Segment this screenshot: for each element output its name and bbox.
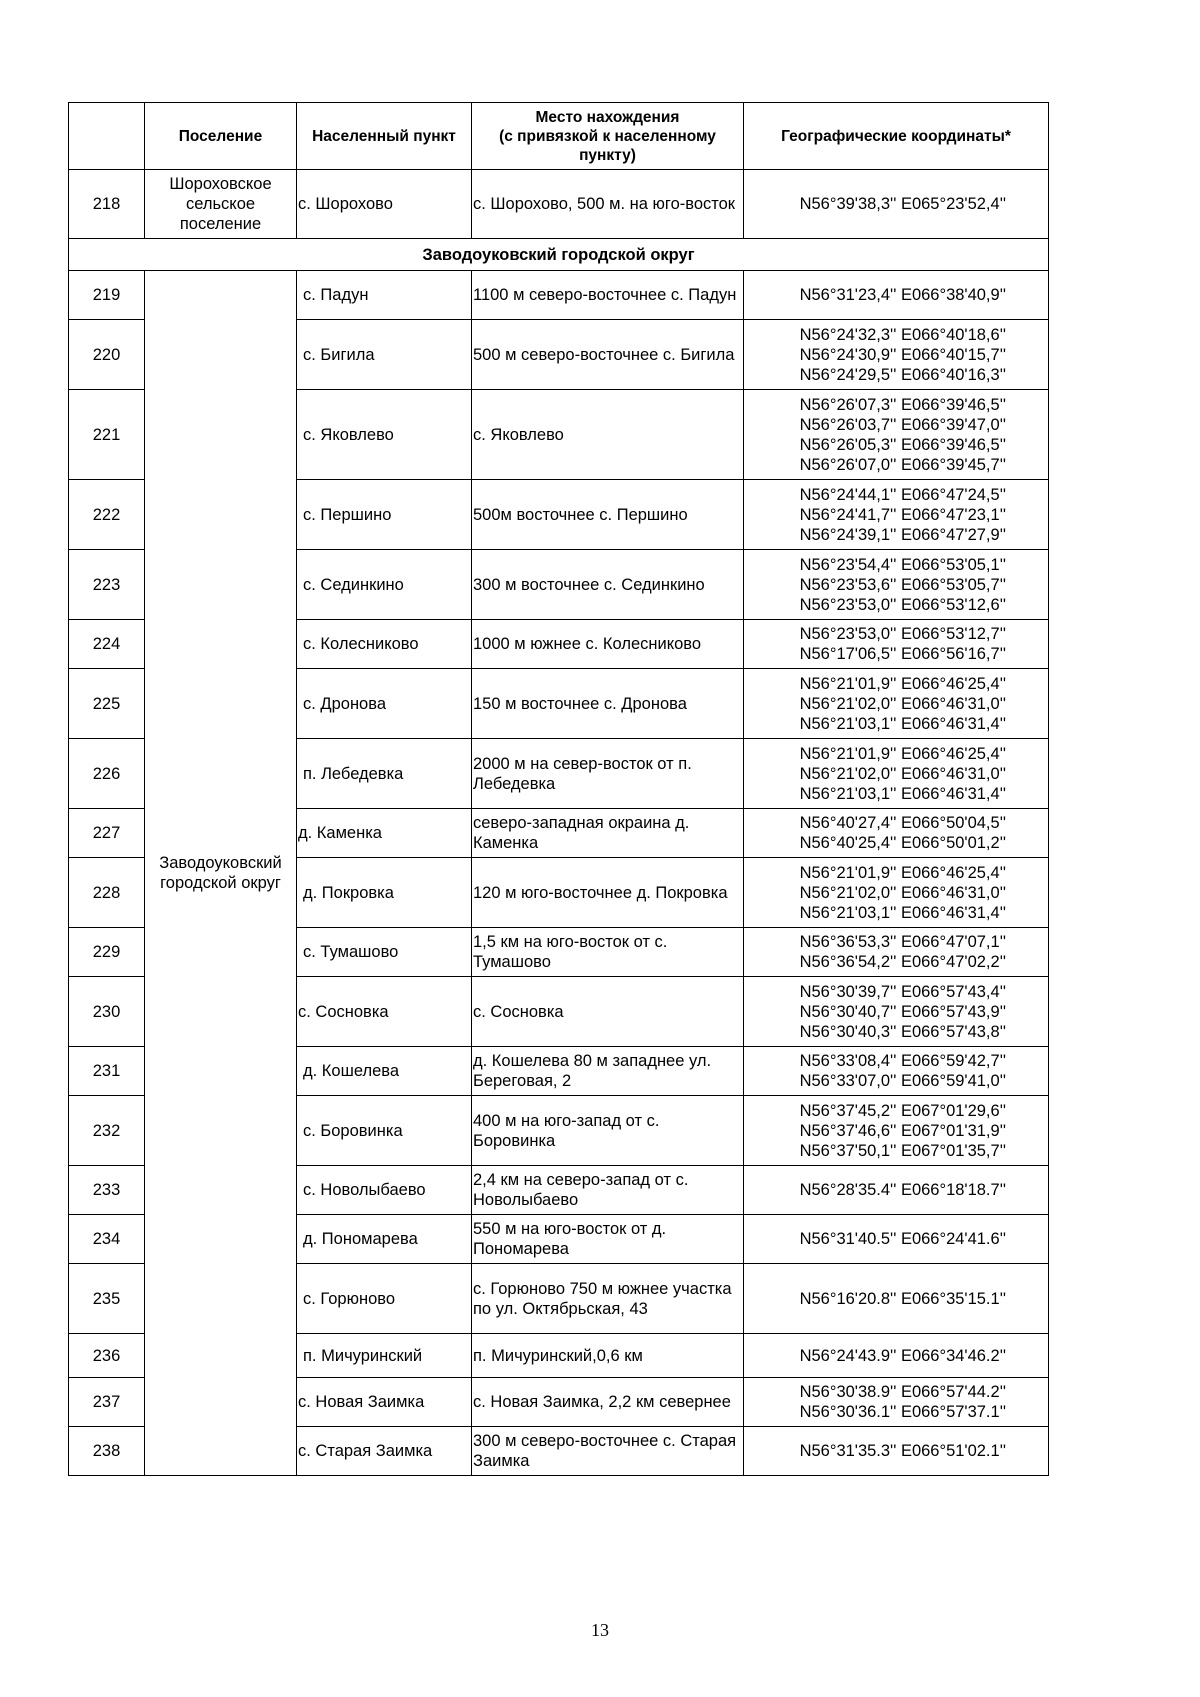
row-num: 228 — [69, 858, 145, 928]
row-locality: д. Покровка — [297, 858, 472, 928]
row-num: 225 — [69, 669, 145, 739]
coord-line: N56°31'35.3'' E066°51'02.1'' — [799, 1442, 1006, 1460]
row-coords — [744, 669, 1049, 739]
row-coords — [744, 809, 1049, 858]
settlement-line: поселение — [179, 215, 262, 233]
row-coords — [744, 1378, 1049, 1427]
coord-line: N56°40'27,4'' E066°50'04,5'' — [799, 814, 1006, 832]
section-row — [69, 239, 1049, 271]
row-num: 237 — [69, 1378, 145, 1427]
row-locality: с. Першино — [297, 480, 472, 550]
row-coords — [744, 1166, 1049, 1215]
row-location: 400 м на юго-запад от с. Боровинка — [472, 1096, 744, 1166]
row-location: п. Мичуринский,0,6 км — [472, 1334, 744, 1378]
coord-line: N56°30'39,7'' E066°57'43,4'' — [799, 982, 1006, 1001]
row-num: 227 — [69, 809, 145, 858]
row-location: с. Яковлево — [472, 390, 744, 480]
table-row — [69, 170, 1049, 239]
row-num: 221 — [69, 390, 145, 480]
header-location — [472, 103, 744, 170]
coord-line: N56°24'44,1'' E066°47'24,5'' — [799, 485, 1006, 504]
coord-line: N56°24'32,3'' E066°40'18,6'' — [799, 325, 1006, 344]
row-num: 222 — [69, 480, 145, 550]
coord-line: N56°31'23,4'' E066°38'40,9'' — [799, 286, 1006, 304]
coord-line: N56°21'01,9'' E066°46'25,4'' — [799, 863, 1006, 882]
row-coords — [744, 977, 1049, 1047]
row-coords — [744, 928, 1049, 977]
coord-line: N56°39'38,3'' E065°23'52,4'' — [799, 195, 1006, 213]
coord-line: N56°24'43.9'' E066°34'46.2'' — [799, 1346, 1006, 1365]
header-location-line: (с привязкой к населенному — [499, 127, 716, 145]
row-coords — [744, 1096, 1049, 1166]
row-coords — [744, 1427, 1049, 1476]
row-num: 220 — [69, 320, 145, 390]
row-location: 300 м северо-восточнее с. Старая Заимка — [472, 1427, 744, 1476]
row-num: 234 — [69, 1215, 145, 1264]
coord-line: N56°24'41,7'' E066°47'23,1'' — [799, 505, 1006, 524]
row-num: 230 — [69, 977, 145, 1047]
row-num: 238 — [69, 1427, 145, 1476]
row-location: 300 м восточнее с. Сединкино — [472, 550, 744, 620]
row-coords — [744, 390, 1049, 480]
coord-line: N56°40'25,4'' E066°50'01,2'' — [799, 834, 1006, 852]
row-location: 2,4 км на северо-запад от с. Новолыбаево — [472, 1166, 744, 1215]
row-coords — [744, 170, 1049, 239]
row-location: 2000 м на север-восток от п. Лебедевка — [472, 739, 744, 809]
row-locality: с. Яковлево — [297, 390, 472, 480]
page-number: 13 — [591, 1620, 609, 1640]
header-num — [69, 103, 145, 170]
coord-line: N56°26'05,3'' E066°39'46,5'' — [799, 435, 1006, 454]
row-locality: с. Бигила — [297, 320, 472, 390]
row-locality: с. Колесниково — [297, 620, 472, 669]
row-locality: д. Каменка — [297, 809, 472, 858]
row-num: 223 — [69, 550, 145, 620]
coord-line: N56°33'07,0'' E066°59'41,0'' — [799, 1072, 1006, 1090]
coord-line: N56°23'53,0'' E066°53'12,6'' — [799, 595, 1006, 614]
row-coords — [744, 550, 1049, 620]
row-num: 232 — [69, 1096, 145, 1166]
header-location-line: Место нахождения — [535, 108, 680, 126]
sites-table — [68, 102, 1049, 1476]
coord-line: N56°36'53,3'' E066°47'07,1'' — [799, 933, 1006, 951]
coord-line: N56°26'07,3'' E066°39'46,5'' — [799, 395, 1006, 414]
coord-line: N56°26'03,7'' E066°39'47,0'' — [799, 415, 1006, 434]
row-num: 229 — [69, 928, 145, 977]
coord-line: N56°21'02,0'' E066°46'31,0'' — [799, 764, 1006, 783]
coord-line: N56°26'07,0'' E066°39'45,7'' — [799, 455, 1006, 474]
row-location: 120 м юго-восточнее д. Покровка — [472, 858, 744, 928]
coord-line: N56°37'45,2'' E067°01'29,6'' — [799, 1101, 1006, 1120]
coord-line: N56°37'46,6'' E067°01'31,9'' — [799, 1121, 1006, 1140]
coord-line: N56°21'03,1'' E066°46'31,4'' — [799, 903, 1006, 922]
coord-line: N56°28'35.4'' E066°18'18.7'' — [799, 1181, 1006, 1199]
row-location: 1,5 км на юго-восток от с. Тумашово — [472, 928, 744, 977]
row-settlement: Заводоуковский городской округ — [145, 271, 297, 1476]
row-location: 500м восточнее с. Першино — [472, 480, 744, 550]
row-coords — [744, 480, 1049, 550]
row-location: 1100 м северо-восточнее с. Падун — [472, 271, 744, 320]
row-location: северо-западная окраина д. Каменка — [472, 809, 744, 858]
header-settlement: Поселение — [145, 103, 297, 170]
row-num: 226 — [69, 739, 145, 809]
row-num: 231 — [69, 1047, 145, 1096]
row-coords — [744, 858, 1049, 928]
row-num: 219 — [69, 271, 145, 320]
row-locality: п. Мичуринский — [297, 1334, 472, 1378]
coord-line: N56°24'39,1'' E066°47'27,9'' — [799, 525, 1006, 544]
coord-line: N56°21'02,0'' E066°46'31,0'' — [799, 883, 1006, 902]
coord-line: N56°21'03,1'' E066°46'31,4'' — [799, 714, 1006, 733]
coord-line: N56°23'53,6'' E066°53'05,7'' — [799, 575, 1006, 594]
coord-line: N56°24'29,5'' E066°40'16,3'' — [799, 365, 1006, 384]
row-locality: с. Тумашово — [297, 928, 472, 977]
row-locality: с. Старая Заимка — [297, 1427, 472, 1476]
row-coords — [744, 620, 1049, 669]
coord-line: N56°31'40.5'' E066°24'41.6'' — [799, 1230, 1006, 1248]
row-locality: с. Падун — [297, 271, 472, 320]
header-row — [69, 103, 1049, 170]
row-locality: с. Новая Заимка — [297, 1378, 472, 1427]
row-num: 236 — [69, 1334, 145, 1378]
coord-line: N56°21'02,0'' E066°46'31,0'' — [799, 694, 1006, 713]
row-location: д. Кошелева 80 м западнее ул. Береговая, 2 — [472, 1047, 744, 1096]
header-location-line: пункту) — [579, 146, 636, 164]
coord-line: N56°16'20.8'' E066°35'15.1'' — [799, 1289, 1006, 1308]
coord-line: N56°30'40,7'' E066°57'43,9'' — [799, 1002, 1006, 1021]
coord-line: N56°36'54,2'' E066°47'02,2'' — [799, 953, 1006, 971]
row-coords — [744, 1334, 1049, 1378]
settlement-line: сельское — [185, 195, 256, 213]
row-coords — [744, 1264, 1049, 1334]
row-location: с. Горюново 750 м южнее участка по ул. Октябрьская, 43 — [472, 1264, 744, 1334]
coord-line: N56°21'01,9'' E066°46'25,4'' — [799, 744, 1006, 763]
row-locality: с. Сединкино — [297, 550, 472, 620]
header-locality: Населенный пункт — [297, 103, 472, 170]
row-location: с. Шорохово, 500 м. на юго-восток — [472, 170, 744, 239]
row-locality: п. Лебедевка — [297, 739, 472, 809]
row-location: 150 м восточнее с. Дронова — [472, 669, 744, 739]
row-locality: с. Сосновка — [297, 977, 472, 1047]
row-coords — [744, 271, 1049, 320]
coord-line: N56°30'36.1'' E066°57'37.1'' — [799, 1403, 1006, 1421]
coord-line: N56°23'53,0'' E066°53'12,7'' — [799, 625, 1006, 643]
section-title: Заводоуковский городской округ — [69, 239, 1049, 271]
coord-line: N56°30'38.9'' E066°57'44.2'' — [799, 1383, 1006, 1401]
row-num: 224 — [69, 620, 145, 669]
row-coords — [744, 739, 1049, 809]
header-coords: Географические координаты* — [744, 103, 1049, 170]
row-locality: с. Боровинка — [297, 1096, 472, 1166]
row-location: 1000 м южнее с. Колесниково — [472, 620, 744, 669]
row-coords — [744, 1047, 1049, 1096]
settlement-line: Шороховское — [169, 175, 272, 193]
row-locality: с. Горюново — [297, 1264, 472, 1334]
row-locality: с. Шорохово — [297, 170, 472, 239]
table-row — [69, 271, 1049, 320]
coord-line: N56°21'03,1'' E066°46'31,4'' — [799, 784, 1006, 803]
coord-line: N56°33'08,4'' E066°59'42,7'' — [799, 1052, 1006, 1070]
coord-line: N56°17'06,5'' E066°56'16,7'' — [799, 645, 1006, 663]
row-num: 233 — [69, 1166, 145, 1215]
row-locality: с. Новолыбаево — [297, 1166, 472, 1215]
coord-line: N56°24'30,9'' E066°40'15,7'' — [799, 345, 1006, 364]
coord-line: N56°37'50,1'' E067°01'35,7'' — [799, 1141, 1006, 1160]
row-location: с. Сосновка — [472, 977, 744, 1047]
coord-line: N56°23'54,4'' E066°53'05,1'' — [799, 555, 1006, 574]
row-locality: с. Дронова — [297, 669, 472, 739]
row-coords — [744, 1215, 1049, 1264]
row-location: с. Новая Заимка, 2,2 км севернее — [472, 1378, 744, 1427]
row-num: 235 — [69, 1264, 145, 1334]
row-locality: д. Кошелева — [297, 1047, 472, 1096]
row-num: 218 — [69, 170, 145, 239]
row-settlement — [145, 170, 297, 239]
row-coords — [744, 320, 1049, 390]
coord-line: N56°21'01,9'' E066°46'25,4'' — [799, 674, 1006, 693]
coord-line: N56°30'40,3'' E066°57'43,8'' — [799, 1022, 1006, 1041]
row-location: 500 м северо-восточнее с. Бигила — [472, 320, 744, 390]
row-location: 550 м на юго-восток от д. Пономарева — [472, 1215, 744, 1264]
row-locality: д. Пономарева — [297, 1215, 472, 1264]
